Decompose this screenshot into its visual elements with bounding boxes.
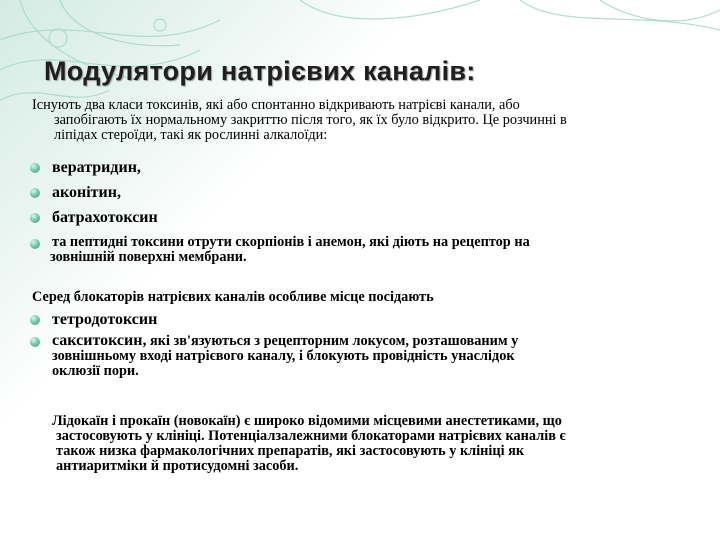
list-item-text: аконітин, <box>52 184 121 201</box>
list-item-text: зовнішньому вході натрієвого каналу, і блокують провідність унаслідок <box>52 348 515 364</box>
bullet-icon <box>30 337 40 347</box>
final-line: антиаритміки й протисудомні засоби. <box>56 458 299 474</box>
final-line: також низка фармакологічних препаратів, які застосовують у клініці як <box>56 443 525 459</box>
bullet-icon <box>30 213 40 223</box>
list-item-text: батрахотоксин <box>52 209 158 226</box>
list-item <box>28 235 530 265</box>
blockers-heading: Серед блокаторів натрієвих каналів особливе місце посідають <box>32 289 434 305</box>
list-item <box>28 184 530 209</box>
list-item-lead: сакситоксин, <box>52 332 147 349</box>
list-item-text: оклюзії пори. <box>52 363 139 379</box>
bullet-icon <box>30 239 40 249</box>
list-item-text: та пептидні токсини отрути скорпіонів і анемон, які діють на рецептор на <box>52 234 530 250</box>
intro-line: запобігають їх нормальному закриттю після того, як їх було відкрито. Це розчинні в <box>54 112 567 128</box>
list-item-text: які зв'язуються з рецепторним локусом, розташованим у <box>146 333 519 349</box>
intro-paragraph <box>32 98 708 143</box>
final-line: Лідокаїн і прокаїн (новокаїн) є широко відомими місцевими анестетиками, що <box>52 413 562 429</box>
list-item-text: вератридин, <box>52 159 141 176</box>
list-item <box>28 333 518 379</box>
blocker-list <box>28 311 518 379</box>
slide-title: Модулятори натрієвих каналів: <box>44 56 476 86</box>
list-item <box>28 159 530 184</box>
intro-line: ліпідах стероїди, такі як рослинні алкалоїди: <box>54 127 328 143</box>
toxin-list <box>28 159 530 265</box>
final-line: застосовують у клініці. Потенціалзалежними блокаторами натрієвих каналів є <box>56 428 566 444</box>
intro-line: Існують два класи токсинів, які або спонтанно відкривають натрієві канали, або <box>32 97 520 113</box>
bullet-icon <box>30 188 40 198</box>
list-item <box>28 311 518 333</box>
final-paragraph <box>52 414 706 474</box>
bullet-icon <box>30 163 40 173</box>
bullet-icon <box>30 315 40 325</box>
list-item <box>28 209 530 234</box>
list-item-text: зовнішній поверхні мембрани. <box>50 249 247 265</box>
list-item-text: тетродотоксин <box>52 311 158 328</box>
